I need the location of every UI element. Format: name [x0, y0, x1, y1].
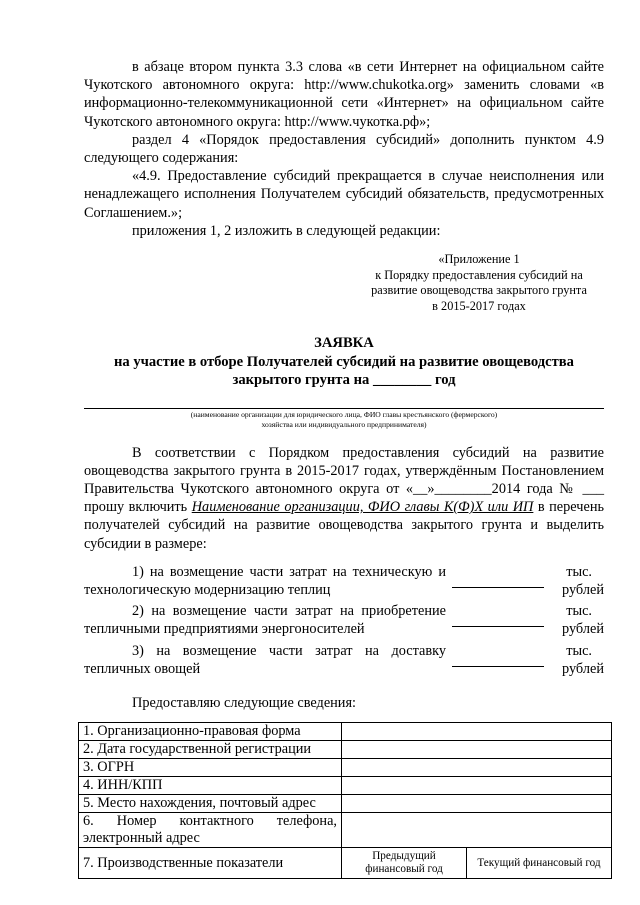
subsidy-unit — [544, 602, 604, 638]
subsidy-unit — [544, 563, 604, 599]
table-row — [79, 759, 612, 777]
paragraph-appendices: приложения 1, 2 изложить в следующей редакции: — [132, 222, 441, 239]
table-row-value[interactable] — [342, 813, 612, 848]
subsidy-item-text: 2) на возмещение части затрат на приобретение тепличными предприятиями энергоносителей — [84, 603, 446, 638]
subsidy-item-text: 1) на возмещение части затрат на техническую и технологическую модернизацию теплиц — [84, 563, 446, 598]
caption-line: (наименование организации для юридического лица, ФИО главы крестьянского (фермерского) — [190, 409, 498, 419]
applicant-caption — [84, 410, 604, 430]
table-row — [79, 813, 612, 848]
previous-year-header: Предыдущий финансовый год — [342, 848, 467, 879]
table-row-value[interactable] — [342, 777, 612, 795]
title-line: на участие в отборе Получателей субсидий на развитие овощеводства — [114, 353, 574, 370]
application-title — [84, 334, 604, 390]
table-row-value[interactable] — [342, 723, 612, 741]
subsidy-items — [84, 563, 604, 678]
applicant-name-line[interactable] — [84, 408, 604, 409]
table-row-value[interactable] — [342, 795, 612, 813]
table-row — [79, 848, 612, 879]
subsidy-item — [84, 642, 604, 678]
table-row — [79, 777, 612, 795]
appendix-line: развитие овощеводства закрытого грунта — [371, 283, 587, 298]
title-line: закрытого грунта на ________ год — [232, 372, 456, 389]
paragraph-4-9: «4.9. Предоставление субсидий прекращается в случае неисполнения или ненадлежащего исполнения Получателем субсидий обязательств, предусмотренных Соглашением.»; — [84, 168, 604, 221]
paragraph-amendment-3-3: в абзаце втором пункта 3.3 слова «в сети Интернет на официальном сайте Чукотского автономного округа: http://www.chukotka.org» заменить словами «в информационно-телекоммуникационной сети «Интернет» на официальном сайте Чукотского автономного округа: http://www.чукотка.рф»; — [84, 59, 604, 130]
caption-line: хозяйства или индивидуального предпринимателя) — [261, 419, 427, 429]
unit-line: тыс. — [566, 603, 592, 620]
info-intro: Предоставляю следующие сведения: — [132, 694, 357, 711]
main-request-paragraph — [84, 444, 604, 553]
table-row — [79, 795, 612, 813]
appendix-line: к Порядку предоставления субсидий на — [375, 267, 583, 282]
unit-line: тыс. — [566, 563, 592, 580]
table-row-value[interactable] — [342, 759, 612, 777]
table-row — [79, 723, 612, 741]
table-row-label: 6. Номер контактного телефона, электронный адрес — [79, 813, 342, 848]
subsidy-item — [84, 563, 604, 599]
table-row-label: 1. Организационно-правовая форма — [79, 723, 342, 741]
unit-line: рублей — [562, 660, 604, 677]
unit-line: тыс. — [566, 642, 592, 659]
table-row-label: 7. Производственные показатели — [79, 848, 342, 879]
main-text-part1: В соответствии с Порядком предоставления субсидий на развитие овощеводства закрытого грунта в 2015-2017 годах, утверждённым Постановлением Правительства Чукотского автономного округа от «__»________2014 года № ___ прошу включить — [84, 444, 604, 516]
table-row-label: 3. ОГРН — [79, 759, 342, 777]
unit-line: рублей — [562, 621, 604, 638]
document-page — [84, 58, 604, 879]
table-row-label: 4. ИНН/КПП — [79, 777, 342, 795]
table-row — [79, 741, 612, 759]
subsidy-amount-blank[interactable] — [452, 563, 544, 594]
appendix-line: «Приложение 1 — [438, 252, 520, 267]
main-text-part2: в перечень получателей субсидий на развитие овощеводства закрытого грунта и выделить субсидии в размере: — [84, 499, 604, 552]
appendix-header — [354, 252, 604, 314]
subsidy-amount-blank[interactable] — [452, 642, 544, 673]
table-row-value[interactable] — [342, 741, 612, 759]
table-row-label: 5. Место нахождения, почтовый адрес — [79, 795, 342, 813]
subsidy-amount-blank[interactable] — [452, 602, 544, 633]
paragraph-section-4: раздел 4 «Порядок предоставления субсидий» дополнить пунктом 4.9 следующего содержания: — [84, 131, 604, 167]
info-table — [78, 722, 612, 879]
title-line: ЗАЯВКА — [314, 335, 374, 352]
table-row-label: 2. Дата государственной регистрации — [79, 741, 342, 759]
organization-name-placeholder[interactable]: Наименование организации, ФИО главы К(Ф)Х или ИП — [191, 499, 534, 516]
appendix-line: в 2015-2017 годах — [432, 298, 526, 313]
subsidy-unit — [544, 642, 604, 678]
subsidy-item — [84, 602, 604, 638]
current-year-header: Текущий финансовый год — [467, 848, 612, 879]
unit-line: рублей — [562, 581, 604, 598]
subsidy-item-text: 3) на возмещение части затрат на доставку тепличных овощей — [84, 642, 446, 677]
